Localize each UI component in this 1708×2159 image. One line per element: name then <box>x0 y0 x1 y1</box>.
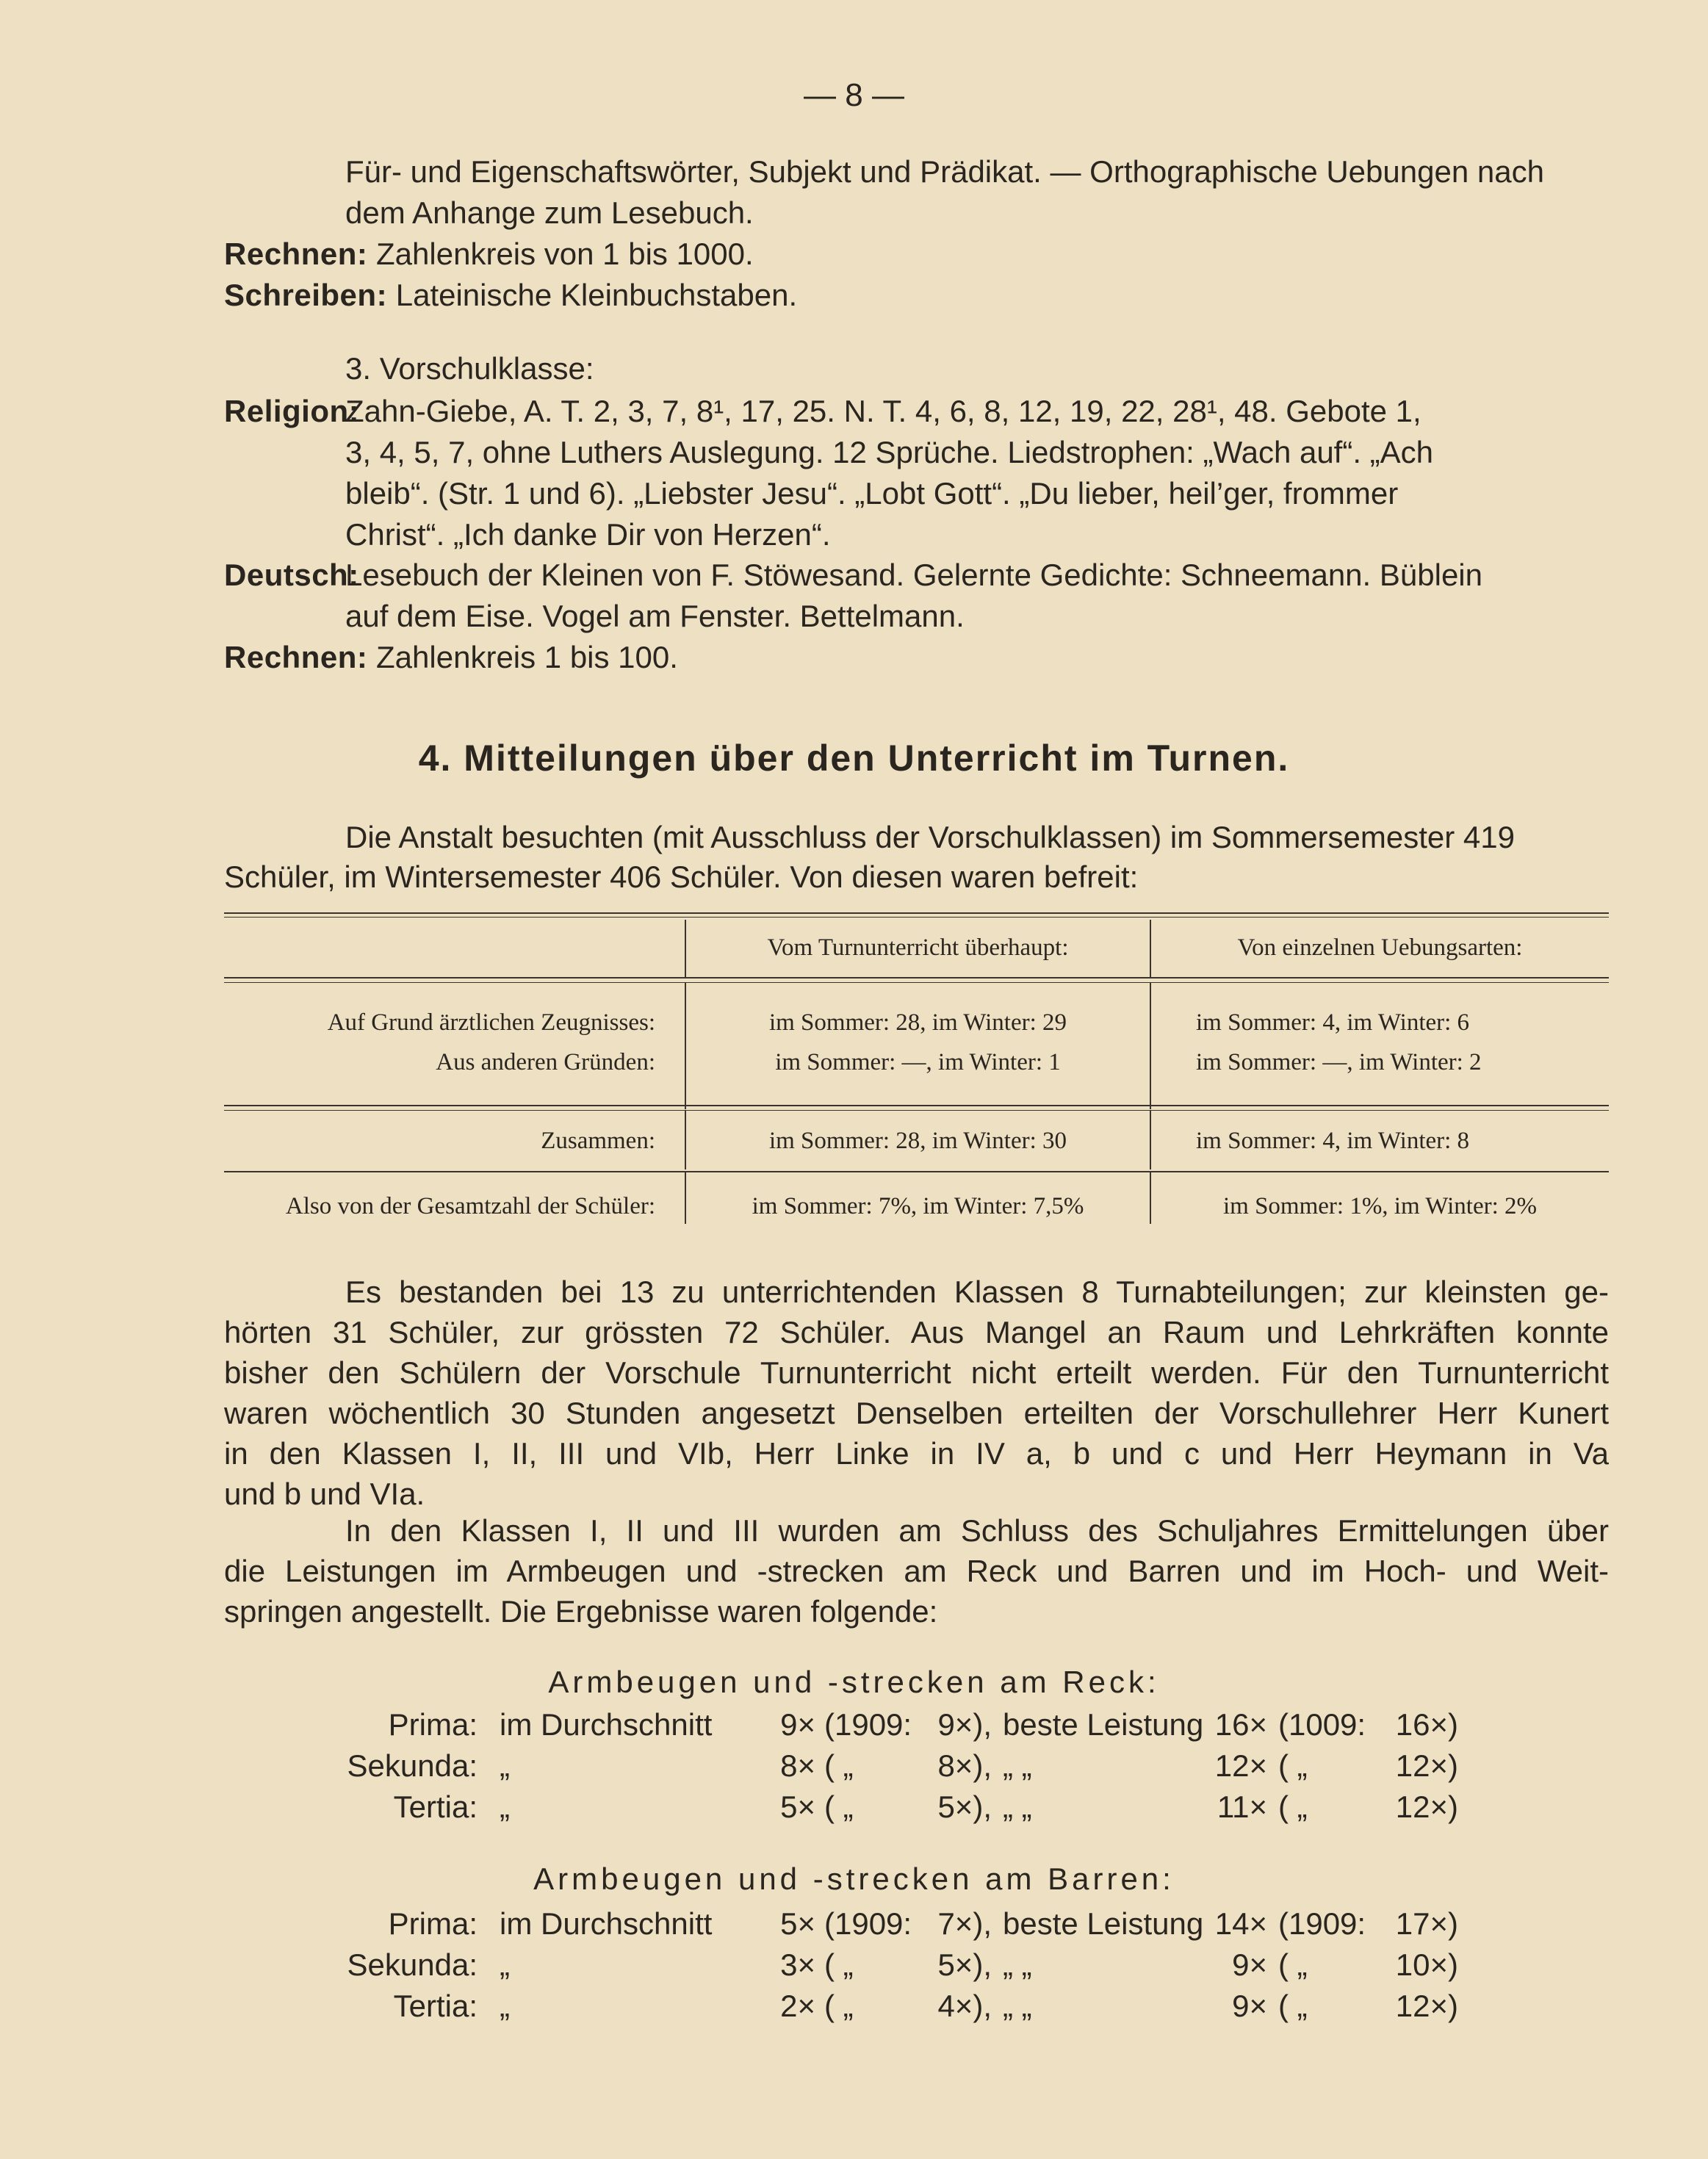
table-cell: im Sommer: —, im Winter: 1 <box>775 1049 1061 1075</box>
result-cell: 5× <box>780 1906 815 1941</box>
reck-heading: Armbeugen und -strecken am Reck: <box>548 1665 1160 1699</box>
religion-line-1: Zahn-Giebe, A. T. 2, 3, 7, 8¹, 17, 25. N. T. 4, 6, 8, 12, 19, 22, 28¹, 48. Gebote 1, <box>345 394 1421 428</box>
result-cell: 9× <box>780 1707 815 1742</box>
result-row-label: Sekunda: <box>347 1748 478 1783</box>
table-cell: im Sommer: 28, im Winter: 29 <box>768 1009 1067 1036</box>
result-cell: 17×) <box>1395 1906 1458 1941</box>
result-cell: ( „ <box>1278 1947 1308 1982</box>
schreiben-entry <box>224 275 797 316</box>
result-cell: 8× <box>780 1748 815 1783</box>
table-row-label: Zusammen: <box>541 1128 655 1154</box>
result-cell: „ „ <box>1003 1748 1032 1783</box>
table-header-overall: Vom Turnunterricht überhaupt: <box>767 934 1069 961</box>
result-cell: „ <box>500 1748 510 1783</box>
table-cell: im Sommer: 1%, im Winter: 2% <box>1222 1193 1538 1219</box>
result-cell: „ „ <box>1003 1947 1032 1982</box>
result-cell: „ <box>500 1947 510 1982</box>
result-cell: 9×), <box>937 1707 992 1742</box>
result-cell: 4×), <box>937 1989 992 2023</box>
vorschul-heading-text: 3. Vorschulklasse: <box>345 351 594 386</box>
rechnen-text: Zahlenkreis von 1 bis 1000. <box>376 237 754 271</box>
table-row-label: Aus anderen Gründen: <box>436 1049 655 1075</box>
result-cell: „ <box>500 1989 510 2023</box>
result-row-label: Tertia: <box>393 1989 478 2023</box>
result-cell: 12× <box>1214 1748 1267 1783</box>
result-cell: ( „ <box>824 1789 854 1824</box>
para2-line-2: die Leistungen im Armbeugen und -strecken am Reck und Barren und im Hoch- und Weit- <box>224 1554 1609 1588</box>
schreiben-label: Schreiben: <box>224 278 388 312</box>
schreiben-text: Lateinische Kleinbuchstaben. <box>395 278 798 312</box>
result-cell: 9× <box>1232 1947 1267 1982</box>
result-cell: 10×) <box>1395 1947 1458 1982</box>
para1-line-5: in den Klassen I, II, III und VIb, Herr Linke in IV a, b und c und Herr Heymann in Va <box>224 1436 1609 1471</box>
intro-line-2: Schüler, im Wintersemester 406 Schüler. Von diesen waren befreit: <box>224 859 1139 894</box>
result-row-label: Sekunda: <box>347 1947 478 1982</box>
deutsch-line-1: Lesebuch der Kleinen von F. Stöwesand. Gelernte Gedichte: Schneemann. Büblein <box>345 558 1482 592</box>
result-cell: ( „ <box>1278 1989 1308 2023</box>
result-cell: (1909: <box>824 1707 912 1742</box>
result-cell: 14× <box>1214 1906 1267 1941</box>
result-cell: im Durchschnitt <box>500 1906 713 1941</box>
table-cell: im Sommer: 4, im Winter: 6 <box>1196 1009 1470 1036</box>
result-cell: 5×), <box>937 1947 992 1982</box>
result-cell: „ „ <box>1003 1789 1032 1824</box>
result-cell: (1009: <box>1278 1707 1366 1742</box>
result-cell: 16× <box>1214 1707 1267 1742</box>
para1-line-2: hörten 31 Schüler, zur grössten 72 Schüler. Aus Mangel an Raum und Lehrkräften konnte <box>224 1315 1609 1349</box>
result-cell: 11× <box>1217 1789 1267 1824</box>
result-cell: 9× <box>1232 1989 1267 2023</box>
result-cell: ( „ <box>824 1989 854 2023</box>
para2-line-1: In den Klassen I, II und III wurden am Schluss des Schuljahres Ermittelungen über <box>345 1513 1609 1548</box>
religion-line-3: bleib“. (Str. 1 und 6). „Liebster Jesu“. „Lobt Gott“. „Du lieber, heil’ger, frommer <box>345 476 1399 511</box>
vorschul-rechnen-text: Zahlenkreis 1 bis 100. <box>376 640 678 674</box>
result-cell: 12×) <box>1395 1989 1458 2023</box>
table-cell: im Sommer: 4, im Winter: 8 <box>1196 1128 1470 1154</box>
top-line-1: Für- und Eigenschaftswörter, Subjekt und Prädikat. — Orthographische Uebungen nach <box>345 154 1544 189</box>
table-row-label: Also von der Gesamtzahl der Schüler: <box>285 1193 655 1219</box>
table-row-label: Auf Grund ärztlichen Zeugnisses: <box>327 1009 655 1036</box>
result-cell: 7×), <box>937 1906 992 1941</box>
result-cell: 16×) <box>1395 1707 1458 1742</box>
vorschul-rechnen-label: Rechnen: <box>224 640 368 674</box>
intro-line-1: Die Anstalt besuchten (mit Ausschluss der Vorschulklassen) im Sommersemester 419 <box>345 820 1516 854</box>
barren-heading: Armbeugen und -strecken am Barren: <box>533 1861 1175 1896</box>
result-cell: 2× <box>780 1989 815 2023</box>
table-cell: im Sommer: 7%, im Winter: 7,5% <box>752 1193 1084 1219</box>
result-cell: 3× <box>780 1947 815 1982</box>
result-cell: beste Leistung <box>1003 1906 1204 1941</box>
para1-line-1: Es bestanden bei 13 zu unterrichtenden Klassen 8 Turnabteilungen; zur kleinsten ge- <box>345 1275 1609 1309</box>
result-cell: „ „ <box>1003 1989 1032 2023</box>
result-cell: ( „ <box>824 1748 854 1783</box>
page-number: — 8 — <box>804 77 904 113</box>
result-cell: „ <box>500 1789 510 1824</box>
para1-line-4: waren wöchentlich 30 Stunden angesetzt Denselben erteilten der Vorschullehrer Herr Kunert <box>224 1396 1609 1430</box>
vorschul-heading <box>345 348 594 389</box>
result-cell: ( „ <box>824 1947 854 1982</box>
religion-label: Religion: <box>224 394 360 428</box>
top-line-2: dem Anhange zum Lesebuch. <box>345 195 754 230</box>
result-row-label: Prima: <box>388 1906 478 1941</box>
table-cell: im Sommer: —, im Winter: 2 <box>1196 1049 1482 1075</box>
para1-line-6: und b und VIa. <box>224 1477 425 1511</box>
religion-line-2: 3, 4, 5, 7, ohne Luthers Auslegung. 12 Sprüche. Liedstrophen: „Wach auf“. „Ach <box>345 435 1434 469</box>
result-cell: 12×) <box>1395 1789 1458 1824</box>
deutsch-label: Deutsch: <box>224 558 359 592</box>
table-header-specific: Von einzelnen Uebungsarten: <box>1237 934 1523 961</box>
result-cell: ( „ <box>1278 1789 1308 1824</box>
para1-line-3: bisher den Schülern der Vorschule Turnunterricht nicht erteilt werden. Für den Turnunterricht <box>224 1355 1609 1390</box>
rechnen-entry <box>224 234 754 275</box>
deutsch-line-2: auf dem Eise. Vogel am Fenster. Bettelmann. <box>345 599 965 633</box>
result-row-label: Tertia: <box>393 1789 478 1824</box>
para2-line-3: springen angestellt. Die Ergebnisse waren folgende: <box>224 1594 938 1629</box>
result-cell: 12×) <box>1395 1748 1458 1783</box>
religion-line-4: Christ“. „Ich danke Dir von Herzen“. <box>345 517 831 552</box>
result-cell: im Durchschnitt <box>500 1707 713 1742</box>
result-cell: beste Leistung <box>1003 1707 1204 1742</box>
section-heading: 4. Mitteilungen über den Unterricht im Turnen. <box>418 738 1290 779</box>
rechnen-label: Rechnen: <box>224 237 368 271</box>
table-cell: im Sommer: 28, im Winter: 30 <box>768 1128 1067 1154</box>
result-cell: 8×), <box>937 1748 992 1783</box>
result-cell: 5×), <box>937 1789 992 1824</box>
result-row-label: Prima: <box>388 1707 478 1742</box>
result-cell: 5× <box>780 1789 815 1824</box>
result-cell: (1909: <box>1278 1906 1366 1941</box>
result-cell: (1909: <box>824 1906 912 1941</box>
result-cell: ( „ <box>1278 1748 1308 1783</box>
vorschul-rechnen-entry <box>224 637 678 678</box>
